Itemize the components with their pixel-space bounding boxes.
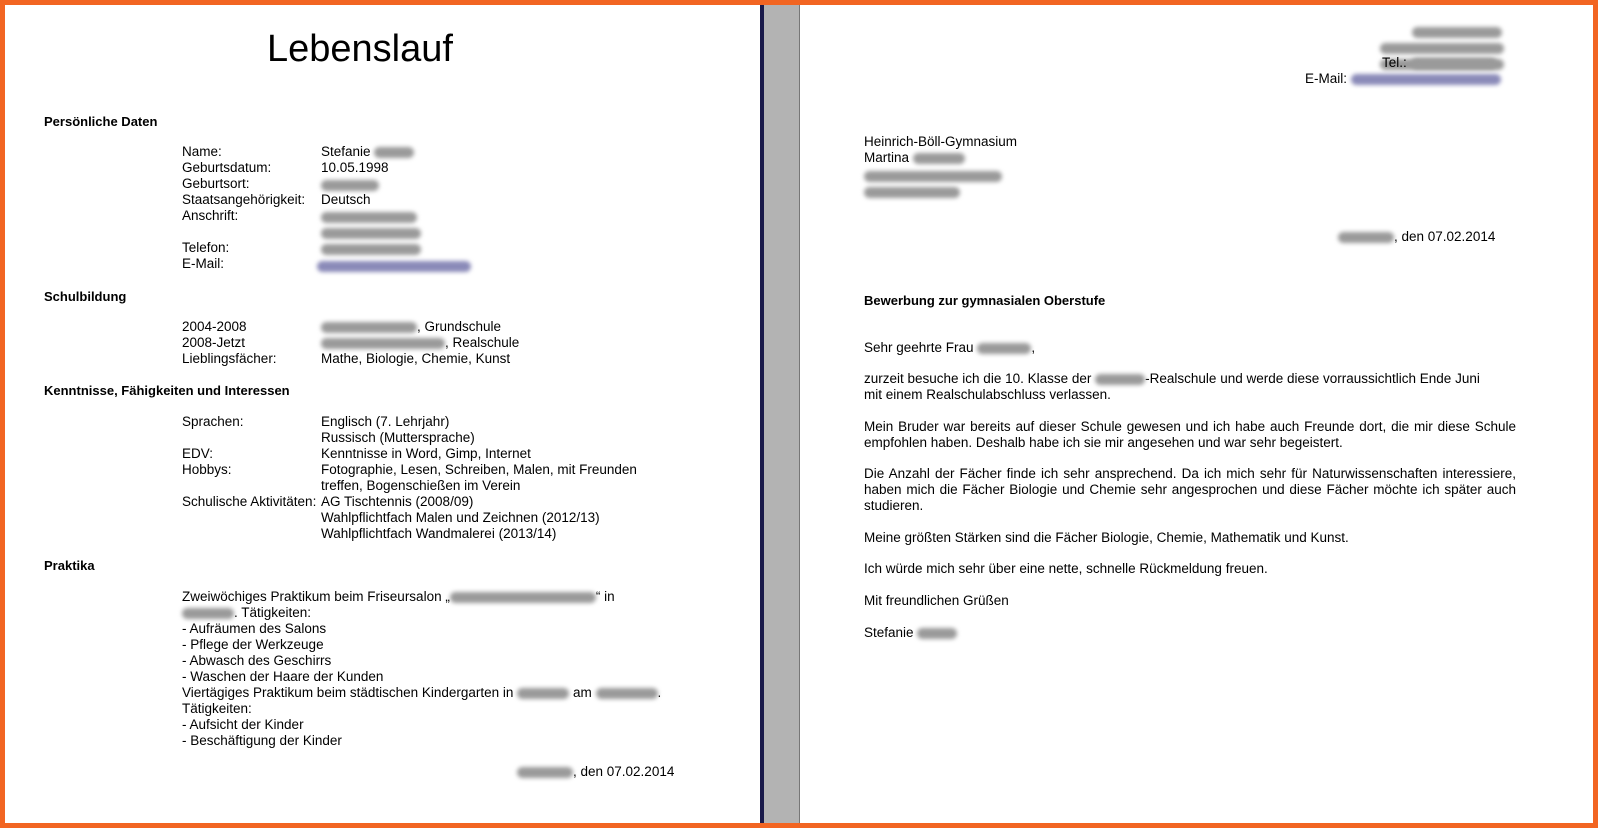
recipient-school: Heinrich-Böll-Gymnasium [864,134,1018,149]
language-1: Englisch (7. Lehrjahr) [321,414,450,429]
internship-2-task-2: - Beschäftigung der Kinder [182,733,342,748]
language-2: Russisch (Muttersprache) [321,430,475,445]
paragraph-5: Ich würde mich sehr über eine nette, schnelle Rückmeldung freuen. [864,561,1268,576]
languages-label: Sprachen: [182,414,244,429]
cv-title: Lebenslauf [267,28,453,70]
internship-1-task-1: - Aufräumen des Salons [182,621,327,636]
activity-2: Wahlpflichtfach Malen und Zeichnen (2012/13) [321,510,600,525]
redacted-birthplace [321,180,379,191]
address-label: Anschrift: [182,208,239,223]
birthplace-label: Geburtsort: [182,176,250,191]
document-frame [5,5,1593,823]
paragraph-1-line-2: mit einem Realschulabschluss verlassen. [864,387,1111,402]
sender-email: E-Mail: [1305,71,1501,87]
school-row-1-label: 2004-2008 [182,319,247,334]
school-row-2-value: , Realschule [321,335,519,351]
birthdate-value: 10.05.1998 [321,160,389,175]
internship-2-line-2: Tätigkeiten: [182,701,252,716]
cv-page [5,5,760,823]
letter-closing: Mit freundlichen Grüßen [864,593,1009,608]
favorite-subjects-label: Lieblingsfächer: [182,351,277,366]
internship-1-task-3: - Abwasch des Geschirrs [182,653,332,668]
paragraph-1-line-1: zurzeit besuche ich die 10. Klasse der -Realschule und werde diese vorraussichtlich Ende Juni [864,371,1480,386]
letter-page [800,5,1593,823]
paragraph-2: Mein Bruder war bereits auf dieser Schule gewesen und ich habe auch Freunde dort, die mir diese Schule empfohlen haben. Deshalb habe ich sie mir angesehen und war sehr begeistert. [864,419,1516,450]
redacted-recipient-city [864,187,960,198]
activity-3: Wahlpflichtfach Wandmalerei (2013/14) [321,526,557,541]
redacted-city [321,228,421,239]
phone-label: Telefon: [182,240,230,255]
redacted-phone [321,244,421,255]
nationality-value: Deutsch [321,192,371,207]
page-gutter [764,5,799,823]
internship-1-task-2: - Pflege der Werkzeuge [182,637,324,652]
sender-tel: Tel.: [1382,55,1497,71]
name-value: Stefanie [321,144,414,160]
paragraph-3: Die Anzahl der Fächer finde ich sehr ansprechend. Da ich mich sehr für Naturwissenschaften interessiere, haben mich die Fächer Biologie und Chemie sehr angesprochen und diese Fächer möchte ich später auch studieren. [864,466,1516,513]
letter-signature: Stefanie [864,625,957,641]
redacted-recipient-street [864,171,1002,182]
redacted-sender-street [1380,43,1504,54]
edv-label: EDV: [182,446,214,461]
internship-1-task-4: - Waschen der Haare der Kunden [182,669,384,684]
hobbies-line-2: treffen, Bogenschießen im Verein [321,478,521,493]
skills-heading: Kenntnisse, Fähigkeiten und Interessen [44,383,290,398]
letter-date: , den 07.02.2014 [1338,229,1495,245]
email-label: E-Mail: [182,256,225,271]
school-heading: Schulbildung [44,289,127,304]
hobbies-line-1: Fotographie, Lesen, Schreiben, Malen, mit Freunden [321,462,637,477]
name-label: Name: [182,144,222,159]
cv-date: , den 07.02.2014 [517,764,674,780]
birthdate-label: Geburtsdatum: [182,160,272,175]
paragraph-4: Meine größten Stärken sind die Fächer Biologie, Chemie, Mathematik und Kunst. [864,530,1349,545]
letter-subject: Bewerbung zur gymnasialen Oberstufe [864,293,1106,308]
internship-2-line-1: Viertägiges Praktikum beim städtischen Kindergarten in am . [182,685,662,700]
letter-salutation: Sehr geehrte Frau , [864,340,1036,355]
hobbies-label: Hobbys: [182,462,232,477]
favorite-subjects-value: Mathe, Biologie, Chemie, Kunst [321,351,511,366]
internship-2-task-1: - Aufsicht der Kinder [182,717,304,732]
edv-value: Kenntnisse in Word, Gimp, Internet [321,446,531,461]
internship-1-line-1: Zweiwöchiges Praktikum beim Friseursalon „ “ in [182,589,615,604]
redacted-street [321,212,417,223]
school-row-2-label: 2008-Jetzt [182,335,246,350]
internships-heading: Praktika [44,558,95,573]
activities-label: Schulische Aktivitäten: [182,494,317,509]
nationality-label: Staatsangehörigkeit: [182,192,306,207]
internship-1-line-2: . Tätigkeiten: [182,605,311,621]
redacted-email [317,261,471,272]
personal-heading: Persönliche Daten [44,114,158,129]
activity-1: AG Tischtennis (2008/09) [321,494,474,509]
school-row-1-value: , Grundschule [321,319,501,335]
recipient-name: Martina [864,150,965,166]
redacted-sender-name [1412,27,1502,38]
